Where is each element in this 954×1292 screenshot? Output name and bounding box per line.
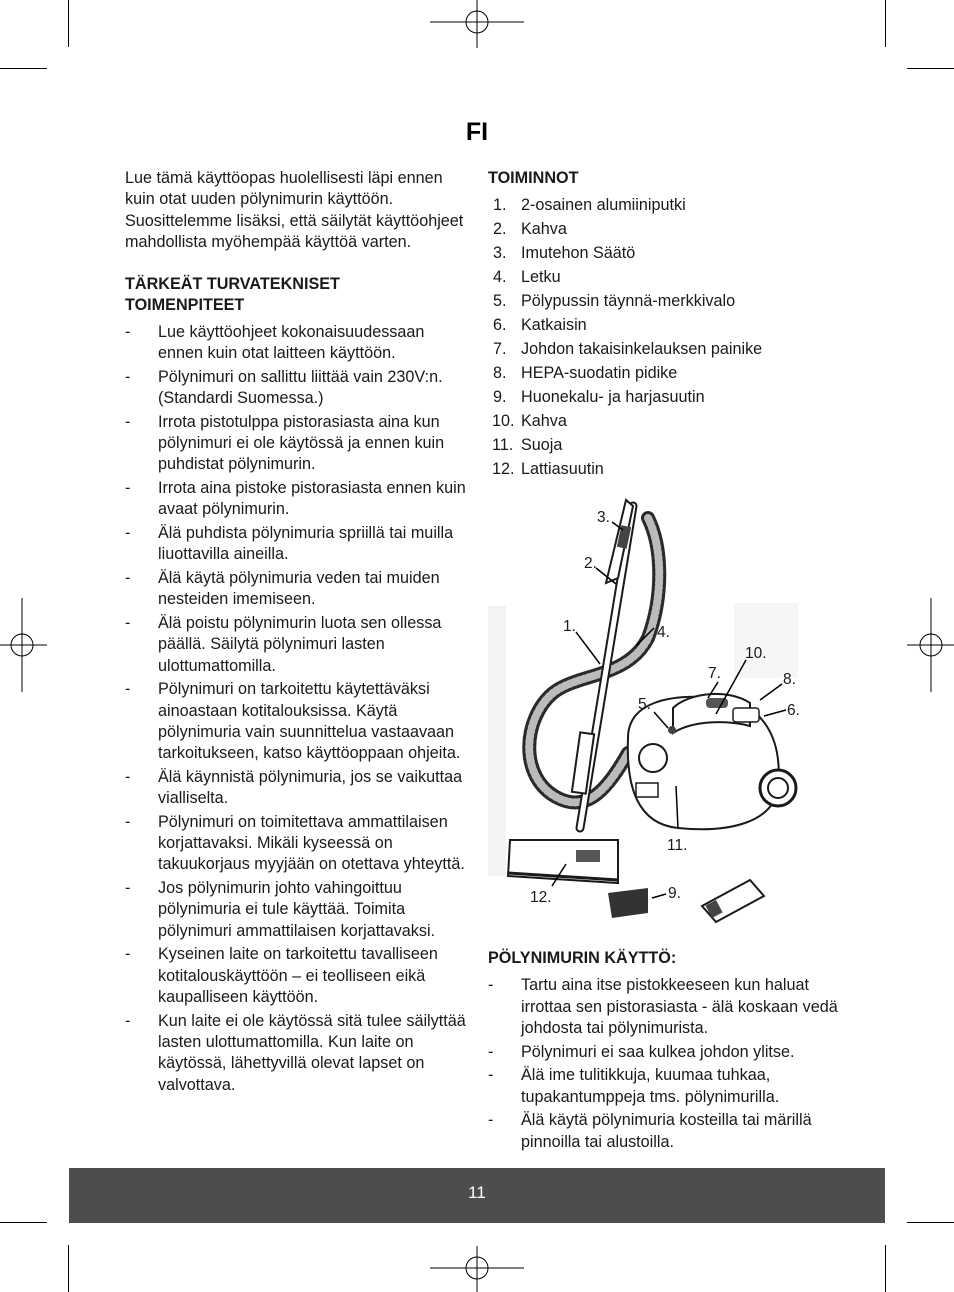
list-item <box>125 1011 467 1096</box>
item-label: Letku <box>521 268 561 287</box>
list-item <box>125 878 467 942</box>
dash: - <box>125 367 131 386</box>
item-number: 8. <box>493 364 507 383</box>
item-label: Pölypussin täynnä-merkkivalo <box>521 292 736 311</box>
item-number: 11. <box>492 436 514 455</box>
list-item <box>488 1110 838 1153</box>
item-label: Huonekalu- ja harjasuutin <box>521 388 705 407</box>
list-item <box>488 433 838 457</box>
list-item-text: Pölynimuri on toimitettava ammattilaisen korjattavaksi. Mikäli kyseessä on takuukorjaus myyjään on otettava yhteyttä. <box>158 812 465 874</box>
diagram-label-8: 8. <box>783 671 796 688</box>
dash: - <box>125 479 131 498</box>
list-item-text: Älä poistu pölynimurin luota sen ollessa päällä. Säilytä pölynimuri lasten ulottumattomilla. <box>158 613 442 675</box>
list-item <box>488 337 838 361</box>
crop-mark <box>68 1245 69 1292</box>
list-item-text: Irrota pistotulppa pistorasiasta aina kun pölynimuri ei ole käytössä ja ennen kuin puhdistat pölynimurin. <box>158 412 445 474</box>
crop-mark <box>907 68 954 69</box>
dash: - <box>125 812 131 831</box>
background-panel <box>734 603 798 678</box>
item-number: 3. <box>493 244 507 263</box>
background-panel <box>488 606 506 876</box>
item-label: Kahva <box>521 412 567 431</box>
item-label: HEPA-suodatin pidike <box>521 364 678 383</box>
list-item-text: Älä ime tulitikkuja, kuumaa tuhkaa, tupakantumppeja tms. pölynimurilla. <box>521 1066 780 1106</box>
item-label: Katkaisin <box>521 316 587 335</box>
dash: - <box>488 1042 494 1061</box>
list-item-text: Kyseinen laite on tarkoitettu tavalliseen kotitalouskäyttöön – ei teolliseen eikä kaupalliseen käyttöön. <box>158 945 438 1006</box>
safety-heading-line1: TÄRKEÄT TURVATEKNISET <box>125 275 340 294</box>
list-item <box>125 367 467 410</box>
list-item <box>125 568 467 611</box>
diagram-label-7: 7. <box>708 665 721 682</box>
dash: - <box>125 1011 131 1030</box>
usage-list <box>488 975 838 1153</box>
list-item <box>488 193 838 217</box>
list-item <box>488 265 838 289</box>
list-item <box>488 1065 838 1108</box>
crop-mark <box>907 1222 954 1223</box>
list-item <box>125 412 467 476</box>
item-label: Johdon takaisinkelauksen painike <box>521 340 763 359</box>
list-item <box>488 975 838 1039</box>
list-item-text: Älä käynnistä pölynimuria, jos se vaikuttaa vialliselta. <box>158 767 463 808</box>
dash: - <box>488 1111 494 1130</box>
vacuum-cleaner-diagram <box>488 488 798 930</box>
list-item <box>125 322 467 365</box>
safety-list <box>125 322 467 1096</box>
footer-bar <box>69 1168 885 1223</box>
list-item <box>488 217 838 241</box>
diagram-label-3: 3. <box>597 509 610 526</box>
list-item-text: Irrota aina pistoke pistorasiasta ennen kuin avaat pölynimurin. <box>158 479 466 519</box>
list-item <box>125 478 467 521</box>
item-number: 2. <box>493 220 507 239</box>
leader-line <box>576 632 600 664</box>
usage-heading: PÖLYNIMURIN KÄYTTÖ: <box>488 949 677 967</box>
safety-heading <box>125 274 467 317</box>
list-item <box>488 313 838 337</box>
hose-inlet <box>639 744 667 772</box>
list-item <box>125 767 467 810</box>
diagram-label-9: 9. <box>668 885 681 902</box>
list-item <box>125 944 467 1008</box>
list-item-text: Älä käytä pölynimuria kosteilla tai märillä pinnoilla tai alustoilla. <box>521 1111 812 1151</box>
list-item-text: Lue käyttöohjeet kokonaisuudessaan ennen kuin otat laitteen käyttöön. <box>158 322 425 363</box>
list-item-text: Älä käytä pölynimuria veden tai muiden nesteiden imemiseen. <box>158 569 440 609</box>
dash: - <box>125 613 131 632</box>
usage-section <box>488 948 838 1155</box>
registration-mark-right <box>907 598 954 692</box>
list-item <box>488 289 838 313</box>
left-column <box>125 168 467 1098</box>
diagram-label-2: 2. <box>584 555 597 572</box>
list-item <box>125 613 467 677</box>
registration-mark-bottom <box>430 1246 524 1292</box>
item-number: 6. <box>493 316 507 335</box>
item-number: 9. <box>493 388 507 407</box>
diagram-label-5: 5. <box>638 696 651 713</box>
item-label: Suoja <box>521 436 563 455</box>
crop-mark <box>0 68 47 69</box>
crop-mark <box>885 0 886 47</box>
crop-mark <box>68 0 69 47</box>
item-number: 10. <box>492 412 515 431</box>
diagram-label-11: 11. <box>667 837 688 854</box>
list-item-text: Pölynimuri on sallittu liittää vain 230V:n. (Standardi Suomessa.) <box>158 367 443 408</box>
language-code: FI <box>465 118 489 146</box>
functions-list <box>488 193 838 481</box>
dash: - <box>125 945 131 964</box>
dash: - <box>488 1066 494 1085</box>
list-item-text: Pölynimuri ei saa kulkea johdon ylitse. <box>521 1042 795 1061</box>
page-number: 11 <box>468 1183 486 1202</box>
diagram-label-12: 12. <box>530 889 552 906</box>
list-item <box>488 1042 838 1063</box>
item-label: Kahva <box>521 220 567 239</box>
list-item <box>125 523 467 566</box>
intro-paragraph: Lue tämä käyttöopas huolellisesti läpi ennen kuin otat uuden pölynimurin käyttöön. Suosittelemme lisäksi, että säilytät käyttöohjeet mahdollista myöhempää käyttöä varten. <box>125 169 464 251</box>
right-column <box>488 168 838 481</box>
registration-mark-left <box>0 598 47 692</box>
leader-line <box>760 684 782 700</box>
dash: - <box>125 412 131 431</box>
dash: - <box>125 524 131 543</box>
power-switch <box>733 708 759 722</box>
diagram-label-4: 4. <box>657 624 670 641</box>
brush-nozzle <box>608 888 648 918</box>
list-item-text: Älä puhdista pölynimuria spriillä tai muilla liuottavilla aineilla. <box>158 524 454 564</box>
dash: - <box>125 569 131 587</box>
list-item <box>125 812 467 876</box>
item-number: 4. <box>493 268 507 287</box>
item-number: 7. <box>493 340 507 359</box>
list-item-text: Tartu aina itse pistokkeeseen kun haluat irrottaa sen pistorasiasta - älä koskaan vedä johdosta tai pölynimurista. <box>521 976 838 1037</box>
wheel-hub <box>768 778 788 798</box>
nozzle-switch <box>576 850 600 862</box>
front-grille <box>636 783 658 797</box>
list-item-text: Jos pölynimurin johto vahingoittuu pölynimuria ei tule käyttää. Toimita pölynimuri ammattilaisen korjattavaksi. <box>158 879 436 940</box>
list-item <box>488 385 838 409</box>
dash: - <box>488 976 494 995</box>
dash: - <box>125 322 131 341</box>
list-item <box>488 457 838 481</box>
dash: - <box>125 879 131 898</box>
item-number: 1. <box>493 196 507 215</box>
indicator-light <box>668 726 676 734</box>
item-number: 5. <box>493 292 507 311</box>
dash: - <box>125 680 131 699</box>
leader-line <box>764 710 786 716</box>
dash: - <box>125 767 131 786</box>
diagram-label-6: 6. <box>787 702 800 719</box>
leader-line <box>652 894 666 898</box>
list-item-text: Kun laite ei ole käytössä sitä tulee säilyttää lasten ulottumattomilla. Kun laite on käytössä, lähettyvillä olevat lapset on valvottava. <box>158 1011 466 1094</box>
registration-mark-top <box>430 0 524 48</box>
list-item <box>488 361 838 385</box>
item-label: 2-osainen alumiiniputki <box>521 196 686 215</box>
list-item <box>125 679 467 764</box>
safety-heading-line2: TOIMENPITEET <box>125 296 245 315</box>
crop-mark <box>0 1222 47 1223</box>
list-item-text: Pölynimuri on tarkoitettu käytettäväksi ainoastaan kotitalouksissa. Käytä pölynimuria vain suunnittelua vastaavaan tarkoitukseen, katso käyttöoppaan ohjeita. <box>158 680 461 763</box>
functions-heading: TOIMINNOT <box>488 169 579 187</box>
list-item <box>488 241 838 265</box>
crop-mark <box>885 1245 886 1292</box>
item-label: Imutehon Säätö <box>521 244 636 263</box>
item-number: 12. <box>492 460 515 479</box>
list-item <box>488 409 838 433</box>
diagram-label-10: 10. <box>745 645 767 662</box>
item-label: Lattiasuutin <box>521 460 604 479</box>
diagram-label-1: 1. <box>563 618 576 635</box>
